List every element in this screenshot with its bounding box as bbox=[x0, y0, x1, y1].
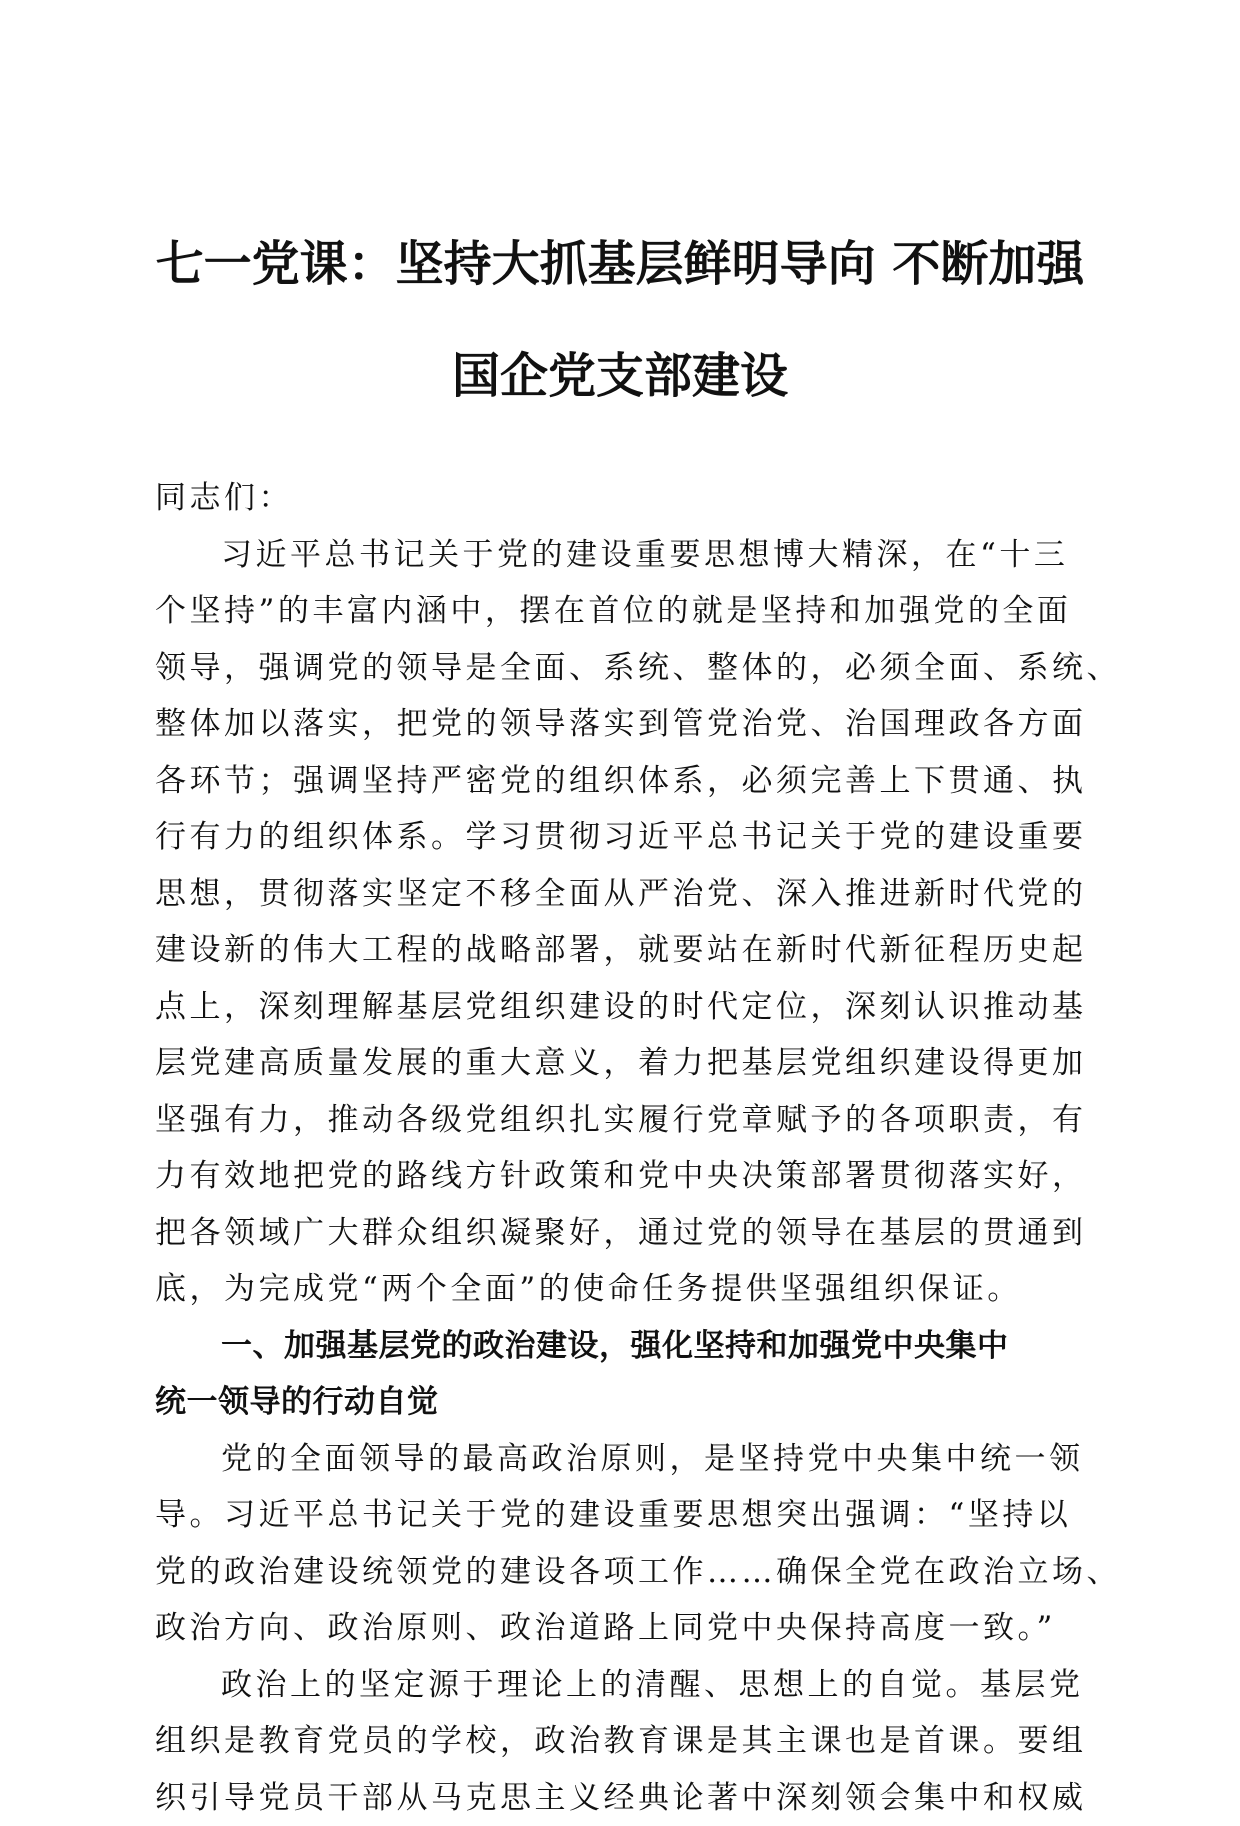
paragraph-1-line: 领导，强调党的领导是全面、系统、整体的，必须全面、系统、 bbox=[155, 640, 1090, 697]
paragraph-1-line: 各环节；强调坚持严密党的组织体系，必须完善上下贯通、执 bbox=[155, 753, 1090, 810]
paragraph-1-line: 坚强有力，推动各级党组织扎实履行党章赋予的各项职责，有 bbox=[155, 1092, 1090, 1149]
paragraph-3-line: 组织是教育党员的学校，政治教育课是其主课也是首课。要组 bbox=[155, 1713, 1090, 1770]
paragraph-1-line: 力有效地把党的路线方针政策和党中央决策部署贯彻落实好， bbox=[155, 1148, 1090, 1205]
paragraph-2-line: 党的全面领导的最高政治原则，是坚持党中央集中统一领 bbox=[155, 1431, 1090, 1488]
paragraph-1-line: 点上，深刻理解基层党组织建设的时代定位，深刻认识推动基 bbox=[155, 979, 1090, 1036]
paragraph-1-line: 习近平总书记关于党的建设重要思想博大精深，在“十三 bbox=[155, 527, 1090, 584]
document-title-line-2: 国企党支部建设 bbox=[150, 346, 1090, 406]
paragraph-1-line: 行有力的组织体系。学习贯彻习近平总书记关于党的建设重要 bbox=[155, 809, 1090, 866]
section-heading-1-line: 一、加强基层党的政治建设，强化坚持和加强党中央集中 bbox=[155, 1318, 1090, 1375]
paragraph-1-line: 思想，贯彻落实坚定不移全面从严治党、深入推进新时代党的 bbox=[155, 866, 1090, 923]
paragraph-2-line: 政治方向、政治原则、政治道路上同党中央保持高度一致。” bbox=[155, 1600, 1090, 1657]
paragraph-3-line: 织引导党员干部从马克思主义经典论著中深刻领会集中和权威 bbox=[155, 1770, 1090, 1826]
document-body bbox=[155, 470, 1090, 1826]
paragraph-1-line: 底，为完成党“两个全面”的使命任务提供坚强组织保证。 bbox=[155, 1261, 1090, 1318]
paragraph-3-line: 政治上的坚定源于理论上的清醒、思想上的自觉。基层党 bbox=[155, 1657, 1090, 1714]
paragraph-2-line: 导。习近平总书记关于党的建设重要思想突出强调：“坚持以 bbox=[155, 1487, 1090, 1544]
paragraph-1-line: 整体加以落实，把党的领导落实到管党治党、治国理政各方面 bbox=[155, 696, 1090, 753]
paragraph-1-line: 建设新的伟大工程的战略部署，就要站在新时代新征程历史起 bbox=[155, 922, 1090, 979]
section-heading-1-line: 统一领导的行动自觉 bbox=[155, 1374, 1090, 1431]
document-title-line-1: 七一党课：坚持大抓基层鲜明导向 不断加强 bbox=[150, 234, 1090, 294]
paragraph-1-line: 个坚持”的丰富内涵中，摆在首位的就是坚持和加强党的全面 bbox=[155, 583, 1090, 640]
paragraph-2-line: 党的政治建设统领党的建设各项工作……确保全党在政治立场、 bbox=[155, 1544, 1090, 1601]
paragraph-1-line: 把各领域广大群众组织凝聚好，通过党的领导在基层的贯通到 bbox=[155, 1205, 1090, 1262]
salutation: 同志们： bbox=[155, 470, 1090, 527]
paragraph-1-line: 层党建高质量发展的重大意义，着力把基层党组织建设得更加 bbox=[155, 1035, 1090, 1092]
